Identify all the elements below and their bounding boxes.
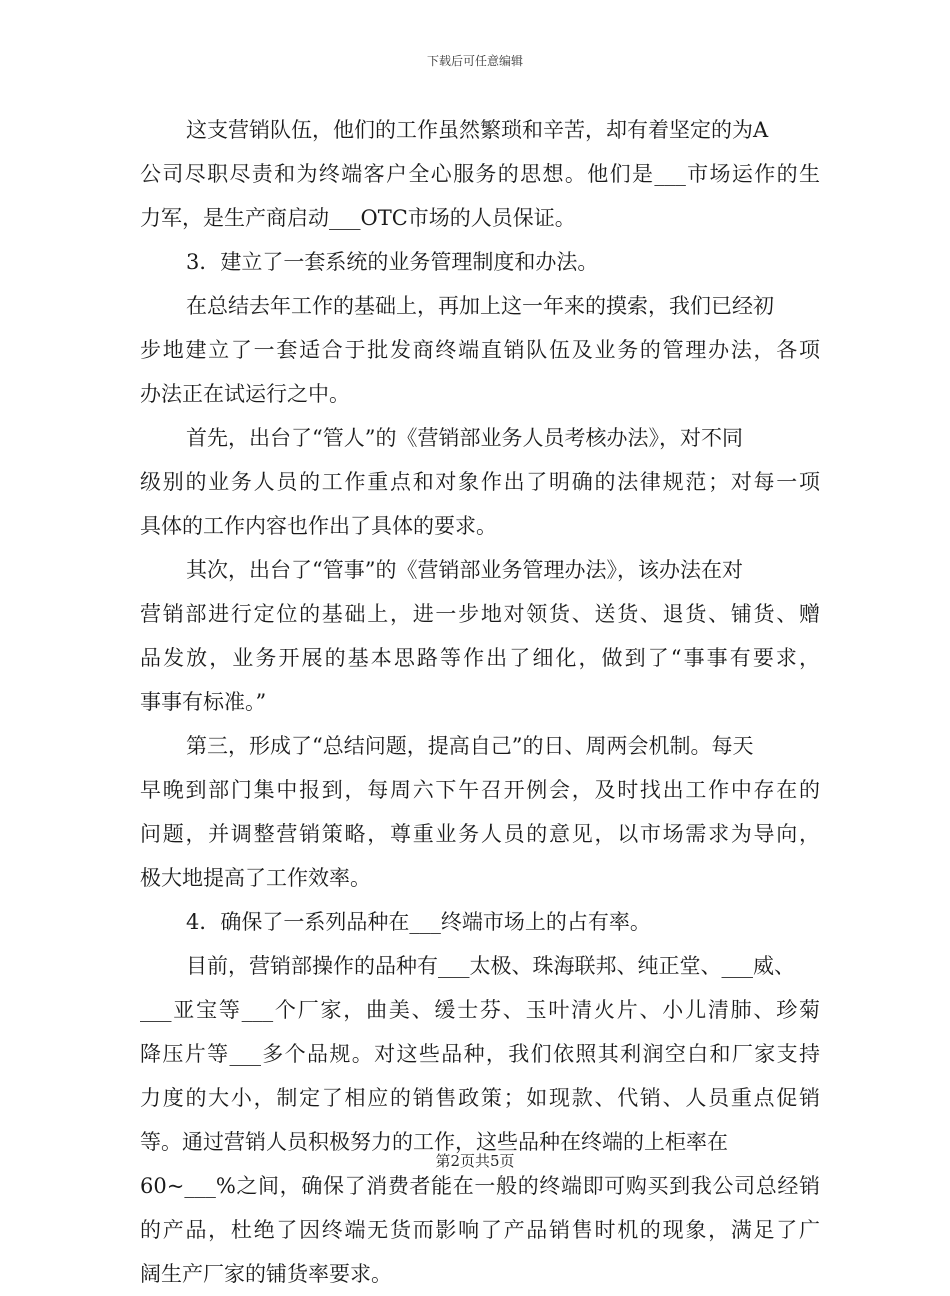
paragraph-line: 在总结去年工作的基础上，再加上这一年来的摸索，我们已经初 [186,294,774,318]
paragraph-line: 级别的业务人员的工作重点和对象作出了明确的法律规范；对每一项 [140,470,820,494]
paragraph-line: 早晚到部门集中报到，每周六下午召开例会，及时找出工作中存在的 [140,778,820,802]
paragraph-line: 力度的大小，制定了相应的销售政策；如现款、代销、人员重点促销 [140,1086,820,1110]
document-body [140,108,820,1296]
paragraph-line: 办法正在试运行之中。 [140,382,350,406]
paragraph-line: 降压片等___多个品规。对这些品种，我们依照其利润空白和厂家支持 [140,1042,820,1066]
paragraph-line: 营销部进行定位的基础上，进一步地对领货、送货、退货、铺货、赠 [140,602,820,626]
paragraph-line: 目前，营销部操作的品种有___太极、珠海联邦、纯正堂、___威、 [186,954,795,978]
paragraph-line: 品发放，业务开展的基本思路等作出了细化，做到了“事事有要求， [140,646,820,670]
paragraph-line: 公司尽职尽责和为终端客户全心服务的思想。他们是___市场运作的生 [140,162,820,186]
page-header-note: 下载后可任意编辑 [426,54,523,68]
page-number: 第2页共5页 [435,1152,515,1170]
section-heading-3: 3．建立了一套系统的业务管理制度和办法。 [186,250,599,274]
paragraph-line: 极大地提高了工作效率。 [140,866,371,890]
paragraph-line: 问题，并调整营销策略，尊重业务人员的意见，以市场需求为导向， [140,822,820,846]
paragraph-line: 事事有标准。” [140,690,267,714]
paragraph-line: 60~___%之间，确保了消费者能在一般的终端即可购买到我公司总经销 [140,1174,820,1198]
paragraph-line: 步地建立了一套适合于批发商终端直销队伍及业务的管理办法，各项 [140,338,820,362]
section-heading-4: 4．确保了一系列品种在___终端市场上的占有率。 [186,910,651,934]
paragraph-line: 力军，是生产商启动___OTC市场的人员保证。 [140,206,576,230]
paragraph-line: 首先，出台了“管人”的《营销部业务人员考核办法》，对不同 [186,426,743,450]
paragraph-line: 这支营销队伍，他们的工作虽然繁琐和辛苦，却有着坚定的为A [186,118,769,142]
paragraph-line: 第三，形成了“总结问题，提高自己”的日、周两会机制。每天 [186,734,754,758]
paragraph-line: 阔生产厂家的铺货率要求。 [140,1262,392,1286]
paragraph-line: ___亚宝等___个厂家，曲美、缓士芬、玉叶清火片、小儿清肺、珍菊 [140,998,820,1022]
paragraph-line: 具体的工作内容也作出了具体的要求。 [140,514,497,538]
paragraph-line: 等。通过营销人员积极努力的工作，这些品种在终端的上柜率在 [140,1130,728,1154]
paragraph-line: 的产品，杜绝了因终端无货而影响了产品销售时机的现象，满足了广 [140,1218,820,1242]
paragraph-line: 其次，出台了“管事”的《营销部业务管理办法》，该办法在对 [186,558,743,582]
